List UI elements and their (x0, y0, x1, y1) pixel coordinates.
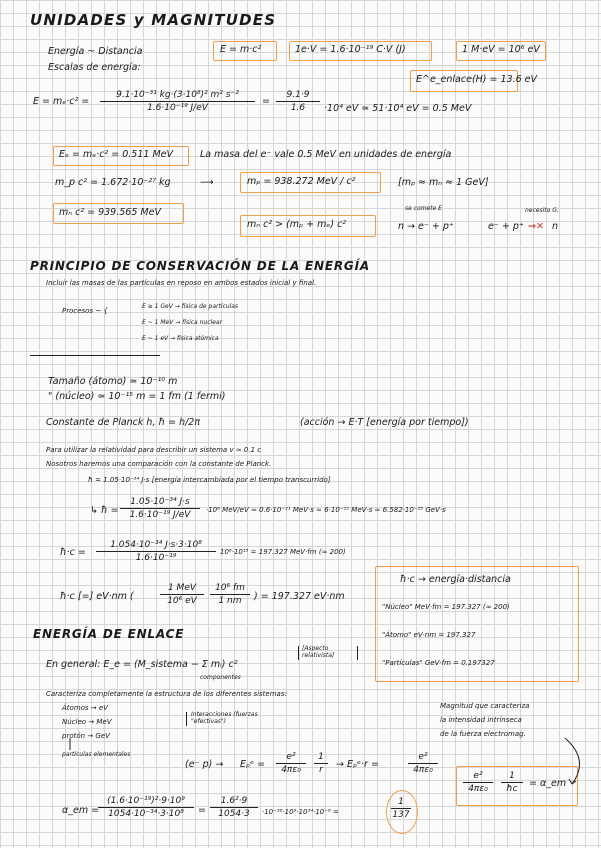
size-atom: Tamaño (átomo) ≃ 10⁻¹⁰ m (48, 376, 178, 387)
equals-sign-1: = (262, 96, 270, 107)
proton-energy: m_p c² = 1.672·10⁻²⁷ kg (55, 177, 171, 188)
relativity-line: Para utilizar la relatividad para describir un sistema v ≃ 0.1 c (46, 446, 262, 454)
planck-constant: Constante de Planck h, ħ = h/2π (46, 417, 201, 428)
hbarc-units-frac1-den: 10⁶ eV (167, 596, 197, 606)
ep-frac1-den: 4πε₀ (281, 765, 301, 775)
alpha-box-eq: = α_em (529, 778, 567, 789)
hbarc-num: 1.054·10⁻³⁴ J·s·3·10⁸ (96, 540, 216, 552)
box-1mev-text: 1 M·eV = 10⁶ eV (462, 44, 540, 55)
hbarc-units-frac2-den: 1 nm (218, 596, 242, 606)
box-hydrogen-binding-text: E^e_enlace(H) = 13.6 eV (416, 74, 538, 85)
magnitude-note-3: de la fuerza electromag. (440, 730, 526, 738)
decay-note-right: necesito G. (525, 207, 559, 214)
hbar-num: 1.05·10⁻³⁴ J·s (120, 497, 200, 509)
process-1: E ≥ 1 GeV → física de partículas (142, 303, 239, 310)
box-hbarc-particulas: "Partículas" GeV·fm = 0.197327 (382, 659, 495, 667)
hbarc-lhs: ħ·c = (60, 547, 86, 558)
alpha-num: (1.6·10⁻¹⁹)²·9·10⁹ (98, 796, 194, 808)
electron-energy-lhs: E = mₑ·c² = (33, 96, 90, 107)
electron-mass-note: La masa del e⁻ vale 0.5 MeV en unidades de energía (200, 149, 452, 160)
hbarc-units-tail: ) = 197.327 eV·nm (254, 591, 345, 602)
hbarc-tail: 10⁶·10¹⁵ = 197.327 MeV·fm (≈ 200) (220, 548, 346, 556)
processes-label: Procesos ~ { (62, 307, 108, 315)
electron-energy-num2: 9.1·9 (276, 90, 320, 102)
arrow-down-right-icon: ↳ ħ = (90, 505, 119, 516)
alpha-den: 1054·10⁻³⁴·3·10⁸ (108, 809, 184, 819)
planck-action: (acción → E·T [energía por tiempo]) (300, 417, 469, 428)
electron-energy-num: 9.1·10⁻³¹ kg·(3·10⁸)² m² s⁻² (100, 90, 255, 102)
alpha-box-num2: 1 (501, 771, 523, 783)
box-decay-inequality-text: mₙ c² > (mₚ + mₑ) c² (247, 219, 347, 230)
bracket-proton-neutron: [mₚ ≈ mₙ ≈ 1 GeV] (398, 177, 489, 188)
ep-energy: Eₚᵉ = (240, 759, 266, 770)
ep-product-num: e² (408, 752, 438, 764)
arrow-right-icon: ⟶ (200, 177, 214, 188)
alpha-box-den1: 4πε₀ (468, 784, 488, 794)
heading-conservation: PRINCIPIO DE CONSERVACIÓN DE LA ENERGÍA (30, 259, 370, 273)
cross-mark-icon: →✕ (528, 221, 544, 232)
decay-reaction-1: n → e⁻ + p⁺ (398, 221, 454, 232)
sys-elementary: partículas elementales (62, 751, 131, 758)
heading-binding: ENERGÍA DE ENLACE (33, 627, 185, 641)
compare-line: Nosotros haremos una comparación con la constante de Planck. (46, 460, 272, 468)
binding-components: componentes (200, 674, 241, 681)
heading-units: UNIDADES y MAGNITUDES (30, 11, 277, 29)
alpha-powers: ·10⁻³⁸·10⁹·10³⁴·10⁻⁸ = (262, 808, 339, 816)
alpha-result-num: 1 (391, 797, 411, 809)
decay-reaction-2-tail: n (552, 221, 559, 232)
ep-frac1-num: e² (276, 752, 306, 764)
magnitude-note-1: Magnitud que caracteriza (440, 702, 530, 710)
characterize-line: Caracteriza completamente la estructura de los diferentes sistemas: (46, 690, 287, 698)
hbarc-units-frac2-num: 10⁶ fm (210, 583, 250, 595)
interactions-label: Interacciones (fuerzas "efectivas") (186, 712, 291, 726)
box-electron-mass-text: Eₑ = mₑ·c² = 0.511 MeV (59, 149, 173, 160)
hbar-den: 1.6·10⁻¹⁹ J/eV (129, 510, 191, 520)
sys-nuclei: Núcleo → MeV (62, 718, 112, 726)
energy-scales-label: Escalas de energía: (48, 62, 141, 73)
box-hbarc-title: ħ·c → energía·distancia (400, 574, 511, 585)
process-2: E ~ 1 MeV → física nuclear (142, 319, 223, 326)
binding-aspect: [Aspecto relativista] (298, 646, 358, 660)
hbarc-den: 1.6·10⁻¹⁹ (135, 553, 177, 563)
sys-atoms: Átomos → eV (62, 704, 108, 712)
curved-arrow-icon (565, 738, 580, 784)
ep-frac2-den: r (319, 765, 323, 775)
electron-energy-tail: ·10⁴ eV ≃ 51·10⁴ eV = 0.5 MeV (324, 103, 472, 114)
box-hbarc-nucleo: "Núcleo" MeV·fm = 197.327 (≈ 200) (382, 603, 510, 611)
electron-energy-den: 1.6·10⁻¹⁹ J/eV (147, 103, 208, 113)
ep-product-den: 4πε₀ (413, 765, 433, 775)
decay-reaction-2: e⁻ + p⁺ (488, 221, 524, 232)
ep-pair: (e⁻ p) → (185, 759, 224, 770)
box-hbarc-atomo: "Átomo" eV·nm = 197.327 (382, 631, 476, 639)
alpha-den2: 1054·3 (218, 809, 250, 819)
alpha-result-den: 137 (392, 810, 410, 820)
ep-frac2-num: 1 (314, 752, 328, 764)
magnitude-note-2: la intensidad intrínseca (440, 716, 522, 724)
ep-product: → Eₚᵉ·r = (336, 759, 379, 770)
alpha-num2: 1.6²·9 (210, 796, 258, 808)
hbarc-units-frac1-num: 1 MeV (160, 583, 204, 595)
hbar-value: ħ = 1.05·10⁻³⁴ J·s [energía intercambiada por el tiempo transcurrido] (88, 476, 331, 484)
equals-sign-2: = (198, 805, 206, 816)
hbarc-units-lhs: ħ·c [=] eV·nm ( (60, 591, 134, 602)
box-1ev-text: 1e·V = 1.6·10⁻¹⁹ C·V (J) (295, 44, 406, 55)
box-neutron-mass-text: mₙ c² = 939.565 MeV (59, 207, 161, 218)
energy-distance: Energía ~ Distancia (48, 46, 143, 57)
alpha-lhs: α_em = (62, 805, 100, 816)
decay-note-left: se comete E (405, 205, 442, 212)
process-3: E ~ 1 eV → física atómica (142, 335, 219, 342)
binding-general: En general: E_e = (M_sistema − Σ mᵢ) c² (46, 659, 238, 670)
electron-energy-den2: 1.6 (290, 103, 306, 113)
alpha-box-num1: e² (463, 771, 493, 783)
sys-proton: protón → GeV (62, 732, 110, 740)
box-proton-mass-text: mₚ = 938.272 MeV / c² (247, 176, 356, 187)
alpha-box-den2: ħc (506, 784, 518, 794)
conservation-text: Incluir las masas de las partículas en reposo en ambos estados inicial y final. (46, 279, 317, 287)
box-emc2-text: E = m·c² (220, 44, 262, 55)
hbar-tail: ·10⁶ MeV/eV ≃ 0.6·10⁻²¹ MeV·s ≃ 6·10⁻²² MeV·s ≃ 6.582·10⁻²⁵ GeV·s (206, 506, 446, 514)
size-nucleus: " (núcleo) ≃ 10⁻¹⁵ m = 1 fm (1 fermi) (48, 391, 226, 402)
